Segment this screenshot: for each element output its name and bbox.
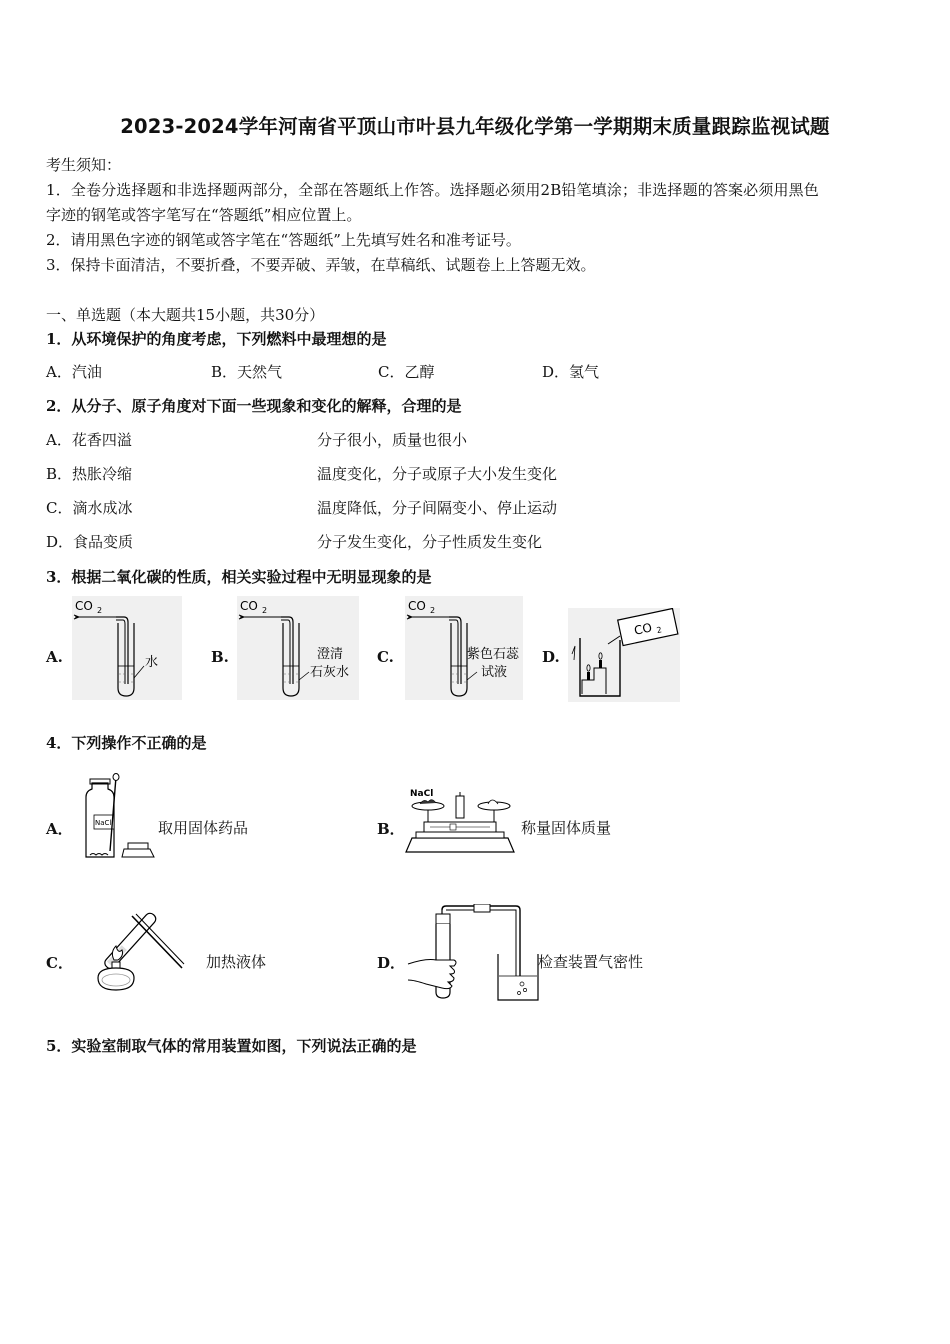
q2-row-b-label: B．热胀冷缩 — [46, 465, 133, 483]
q1-option-b: B．天然气 — [211, 363, 283, 381]
notice-line-2: 2．请用黑色字迹的钢笔或答字笔在“答题纸”上先填写姓名和准考证号。 — [46, 231, 521, 249]
q1-option-d: D．氢气 — [542, 363, 600, 381]
q4-option-b-caption: 称量固体质量 — [521, 819, 612, 837]
q2-row-c-explain: 温度降低，分子间隔变小、停止运动 — [317, 499, 558, 517]
q4-option-d-caption: 检查装置气密性 — [538, 953, 644, 971]
q1-stem: 1．从环境保护的角度考虑，下列燃料中最理想的是 — [46, 330, 387, 348]
q3-label-b: B. — [211, 648, 229, 666]
svg-text:试液: 试液 — [481, 665, 508, 680]
q4-figure-c — [92, 902, 188, 994]
q4-option-a-caption: 取用固体药品 — [158, 819, 249, 837]
q4-option-c-caption: 加热液体 — [206, 953, 267, 971]
svg-text:2: 2 — [262, 606, 268, 615]
q4-option-c-label: C． — [46, 954, 73, 972]
svg-text:水: 水 — [145, 655, 159, 670]
svg-text:CO: CO — [632, 620, 654, 638]
svg-text:CO: CO — [408, 599, 426, 613]
q3-label-c: C. — [377, 648, 394, 666]
svg-text:石灰水: 石灰水 — [310, 665, 350, 680]
svg-text:CO: CO — [240, 599, 258, 613]
q2-stem: 2．从分子、原子角度对下面一些现象和变化的解释，合理的是 — [46, 397, 462, 415]
q4-option-d-label: D． — [377, 954, 406, 972]
q4-stem: 4．下列操作不正确的是 — [46, 734, 207, 752]
q3-label-d: D. — [542, 648, 560, 666]
svg-text:紫色石蕊: 紫色石蕊 — [467, 647, 520, 662]
q5-stem: 5．实验室制取气体的常用装置如图，下列说法正确的是 — [46, 1037, 417, 1055]
q1-option-a: A．汽油 — [46, 363, 102, 381]
q1-option-c: C．乙醇 — [378, 363, 435, 381]
section-heading: 一、单选题（本大题共15小题，共30分） — [46, 306, 325, 324]
q4-figure-a — [76, 773, 158, 859]
q3-stem: 3．根据二氧化碳的性质，相关实验过程中无明显现象的是 — [46, 568, 432, 586]
q4-option-a-label: A． — [46, 820, 73, 838]
svg-text:澄清: 澄清 — [317, 647, 344, 662]
svg-text:2: 2 — [655, 625, 663, 636]
q3-figure-d — [568, 608, 680, 702]
svg-text:NaCl: NaCl — [95, 819, 112, 827]
q3-figure-b — [237, 596, 359, 700]
notice-line-3: 3．保持卡面清洁，不要折叠，不要弄破、弄皱，在草稿纸、试题卷上上答题无效。 — [46, 256, 596, 274]
q4-option-b-label: B． — [377, 820, 405, 838]
q3-figure-a — [72, 596, 182, 700]
notice-line-1a: 1．全卷分选择题和非选择题两部分，全部在答题纸上作答。选择题必须用2B铅笔填涂；非选择题的答案必须用黑色 — [46, 181, 819, 199]
q2-row-b-explain: 温度变化，分子或原子大小发生变化 — [317, 465, 558, 483]
svg-text:NaCl: NaCl — [410, 789, 434, 799]
q2-row-d-label: D．食品变质 — [46, 533, 134, 551]
svg-text:CO: CO — [75, 599, 93, 613]
svg-text:2: 2 — [430, 606, 436, 615]
q2-row-d-explain: 分子发生变化，分子性质发生变化 — [317, 533, 543, 551]
q2-row-a-label: A．花香四溢 — [46, 431, 132, 449]
page-title: 2023-2024学年河南省平顶山市叶县九年级化学第一学期期末质量跟踪监视试题 — [120, 115, 830, 138]
q3-figure-c — [405, 596, 523, 700]
q4-figure-b — [404, 782, 516, 860]
q4-figure-d — [406, 904, 540, 1004]
svg-text:2: 2 — [97, 606, 103, 615]
notice-line-1b: 字迹的钢笔或答字笔写在“答题纸”相应位置上。 — [46, 206, 362, 224]
q2-row-a-explain: 分子很小，质量也很小 — [317, 431, 468, 449]
notice-heading: 考生须知： — [46, 156, 122, 174]
q2-row-c-label: C．滴水成冰 — [46, 499, 133, 517]
q3-label-a: A. — [46, 648, 63, 666]
